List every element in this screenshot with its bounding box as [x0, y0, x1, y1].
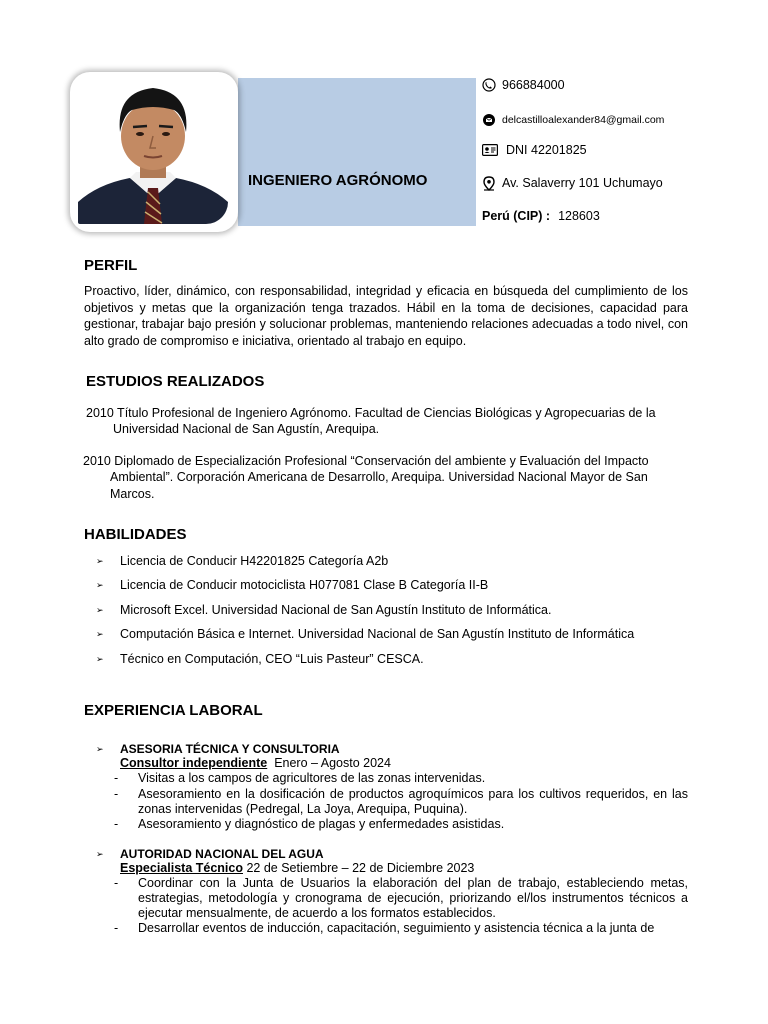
profile-photo: [78, 80, 228, 224]
job-task: - Coordinar con la Junta de Usuarios la elaboración del plan de trabajo, estableciendo metas, estrategias, metodología y cronograma de ejecución, priorizando el/los instrumentos técnicos a ejecutar mensualmente, de acuerdo a los formatos establecidos.: [114, 876, 688, 920]
arrow-bullet-icon: ➢: [96, 604, 104, 615]
address-text: Av. Salaverry 101 Uchumayo: [502, 176, 663, 190]
dni-number: DNI 42201825: [506, 143, 587, 157]
skill-item: ➢ Licencia de Conducir H42201825 Categoría A2b: [96, 554, 389, 568]
arrow-bullet-icon: ➢: [96, 743, 104, 754]
email-icon: [482, 113, 496, 127]
location-pin-icon: [482, 176, 496, 190]
arrow-bullet-icon: ➢: [96, 555, 104, 566]
arrow-bullet-icon: ➢: [96, 579, 104, 590]
email-address[interactable]: delcastilloalexander84@gmail.com: [502, 114, 665, 126]
job-task: - Desarrollar eventos de inducción, capacitación, seguimiento y asistencia técnica a la junta de: [114, 921, 655, 935]
study-item-2-line2: Ambiental”. Corporación Americana de Desarrollo, Arequipa. Universidad Nacional Mayor de San: [110, 470, 648, 484]
cip-value: 128603: [558, 209, 600, 223]
profession-title: INGENIERO AGRÓNOMO: [248, 172, 428, 189]
job-organization: ➢ AUTORIDAD NACIONAL DEL AGUA: [96, 847, 324, 861]
skill-item: ➢ Computación Básica e Internet. Universidad Nacional de San Agustín Instituto de Informática: [96, 627, 635, 641]
dni-contact: [482, 143, 587, 157]
estudios-heading: ESTUDIOS REALIZADOS: [86, 373, 265, 390]
job-role: Consultor independiente Enero – Agosto 2024: [120, 756, 391, 770]
arrow-bullet-icon: ➢: [96, 628, 104, 639]
phone-icon: [482, 78, 496, 92]
study-item-1-line1: 2010 Título Profesional de Ingeniero Agrónomo. Facultad de Ciencias Biológicas y Agropecuarias de la: [86, 406, 656, 420]
habilidades-heading: HABILIDADES: [84, 526, 187, 543]
job-task: - Visitas a los campos de agricultores de las zonas intervenidas.: [114, 771, 486, 785]
email-contact: [482, 113, 664, 127]
skill-item: ➢ Microsoft Excel. Universidad Nacional de San Agustín Instituto de Informática.: [96, 603, 552, 617]
perfil-text: Proactivo, líder, dinámico, con responsabilidad, integridad y eficacia en búsqueda del cumplimiento de los objetivos y metas que la organización tenga trazados. Hábil en la toma de decisiones, capacidad para gestionar, trabajar bajo presión y solucionar problemas, manteniendo relaciones adecuadas a todo nivel, con alto grado de compromiso e iniciativa, orientado al trabajo en equipo.: [84, 284, 688, 348]
phone-number: 966884000: [502, 78, 565, 92]
job-task: - Asesoramiento y diagnóstico de plagas y enfermedades asistidas.: [114, 817, 505, 831]
experiencia-heading: EXPERIENCIA LABORAL: [84, 702, 263, 719]
arrow-bullet-icon: ➢: [96, 653, 104, 664]
skill-item: ➢ Licencia de Conducir motociclista H077081 Clase B Categoría II-B: [96, 578, 489, 592]
skill-item: ➢ Técnico en Computación, CEO “Luis Pasteur” CESCA.: [96, 652, 424, 666]
cip-contact: [482, 209, 600, 223]
perfil-heading: PERFIL: [84, 257, 138, 274]
arrow-bullet-icon: ➢: [96, 848, 104, 859]
job-organization: ➢ ASESORIA TÉCNICA Y CONSULTORIA: [96, 742, 340, 756]
study-item-2-line1: 2010 Diplomado de Especialización Profesional “Conservación del ambiente y Evaluación del Impacto: [83, 454, 649, 468]
phone-contact: [482, 78, 565, 92]
job-role: Especialista Técnico 22 de Setiembre – 22 de Diciembre 2023: [120, 861, 475, 875]
id-card-icon: [482, 143, 498, 157]
study-item-2-line3: Marcos.: [110, 487, 155, 501]
cip-label: Perú (CIP) :: [482, 209, 551, 223]
address-contact: [482, 176, 663, 190]
header-band: [238, 78, 476, 226]
study-item-1-line2: Universidad Nacional de San Agustín, Arequipa.: [113, 422, 380, 436]
job-task: - Asesoramiento en la dosificación de productos agroquímicos para los cultivos requeridos, en las zonas intervenidas (Pedregal, La Joya, Arequipa, Puquina).: [114, 787, 688, 816]
